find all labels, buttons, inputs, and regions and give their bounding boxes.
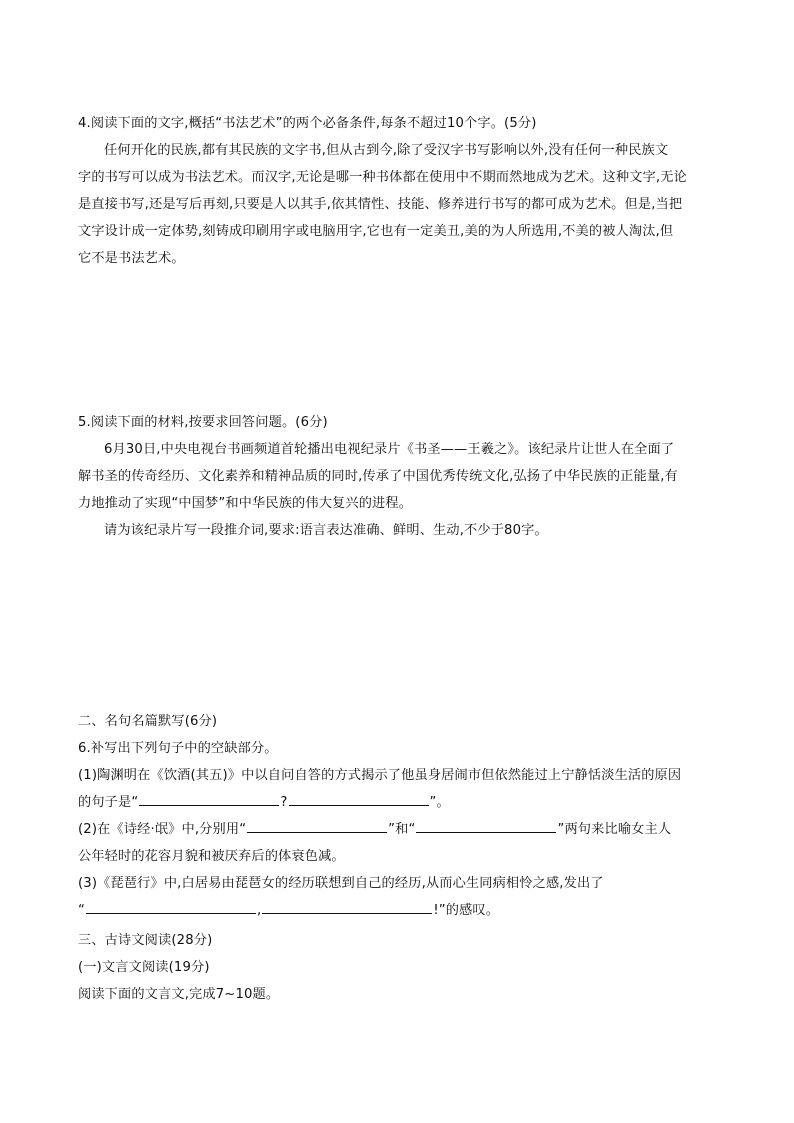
q6-item3-suffix: !”的感叹。 [433,903,500,918]
q4-text-line-1: 任何开化的民族,都有其民族的文字书,但从古到今,除了受汉字书写影响以外,没有任何一种民族文 [104,143,669,158]
answer-blank[interactable] [247,818,387,833]
answer-blank[interactable] [139,791,279,806]
section3-instruction: 阅读下面的文言文,完成7~10题。 [78,987,280,1002]
q5-text-line-1: 6月30日,中央电视台书画频道首轮播出电视纪录片《书圣——王羲之》。该纪录片让世人在全面了 [104,442,675,457]
q6-item1-prefix: 的句子是“ [78,795,139,810]
q6-item2-prefix: (2)在《诗经·氓》中,分别用“ [78,822,247,837]
q4-text-line-4: 文字设计成一定体势,刻铸成印刷用字或电脑用字,它也有一定美丑,美的为人所选用,不美的被人淘汰,但 [78,224,674,239]
q6-item1-line1: (1)陶渊明在《饮酒(其五)》中以自问自答的方式揭示了他虽身居闹市但依然能过上宁静恬淡生活的原因 [78,768,682,783]
q6-item1-suffix: ”。 [429,795,450,810]
q5-text-line-3: 力地推动了实现“中国梦”和中华民族的伟大复兴的进程。 [78,496,413,511]
q4-text-line-3: 是直接书写,还是写后再刻,只要是人以其手,依其情性、技能、修养进行书写的都可成为艺术。但是,当把 [78,197,683,212]
q5-text-line-2: 解书圣的传奇经历、文化素养和精神品质的同时,传承了中国优秀传统文化,弘扬了中华民族的正能量,有 [78,469,678,484]
q6-item3-separator: , [256,903,262,918]
q6-item2-line2: 公年轻时的花容月貌和被厌弃后的体衰色减。 [78,849,345,864]
q6-item2-suffix: ”两句来比喻女主人 [557,822,672,837]
q4-text-line-2: 字的书写可以成为书法艺术。而汉字,无论是哪一种书体都在使用中不期而然地成为艺术。这种文字,无论 [78,170,687,185]
q6-item1-separator: ? [280,795,288,810]
answer-blank[interactable] [289,791,429,806]
section3-heading: 三、古诗文阅读(28分) [78,933,213,948]
q6-item3-line1: (3)《琵琶行》中,白居易由琵琶女的经历联想到自己的经历,从而心生同病相怜之感,发出了 [78,876,604,891]
q5-prompt: 5.阅读下面的材料,按要求回答问题。(6分) [78,415,328,430]
q4-text-line-5: 它不是书法艺术。 [78,251,185,266]
answer-blank[interactable] [416,818,556,833]
q4-prompt: 4.阅读下面的文字,概括“书法艺术”的两个必备条件,每条不超过10个字。(5分) [78,116,537,131]
section2-heading: 二、名句名篇默写(6分) [78,714,218,729]
q6-item1-line2 [78,789,718,816]
q6-item2-separator: ”和“ [388,822,416,837]
answer-blank[interactable] [86,899,256,914]
answer-blank[interactable] [262,899,432,914]
q6-prompt: 6.补写出下列句子中的空缺部分。 [78,741,278,756]
q6-item2-line1 [78,816,718,843]
q5-task: 请为该纪录片写一段推介词,要求:语言表达准确、鲜明、生动,不少于80字。 [104,523,548,538]
q6-item3-line2 [78,897,718,924]
section3-subheading: (一)文言文阅读(19分) [78,960,210,975]
q6-item3-prefix: “ [78,903,85,918]
